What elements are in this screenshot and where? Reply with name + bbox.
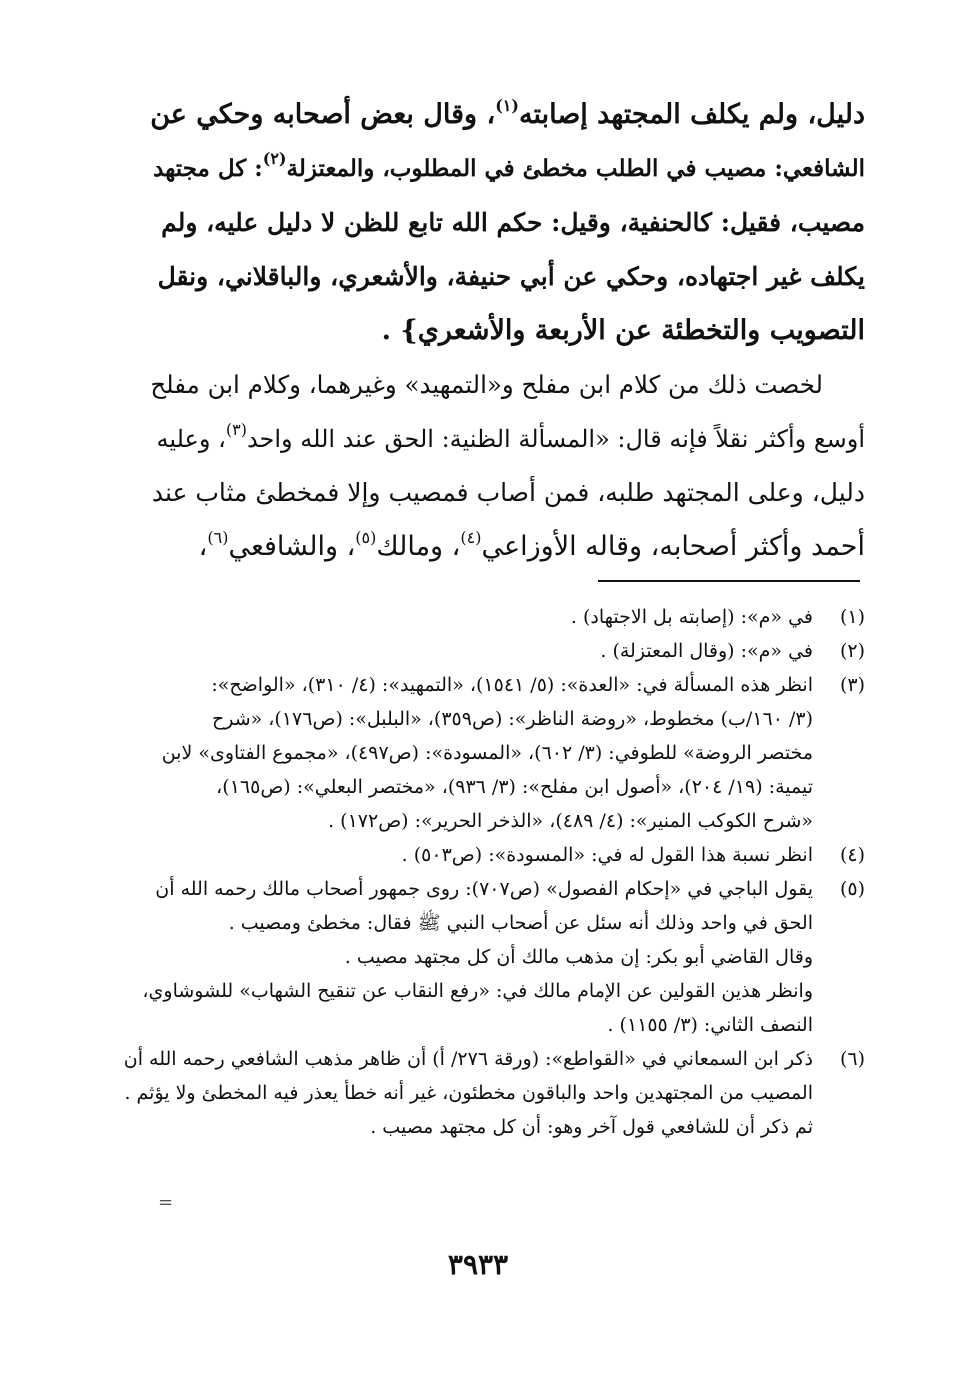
main-line-4 [150,250,865,304]
footnote-line: (٣/ ١٦٠/ب) مخطوط، «روضة الناظر»: (ص٣٥٩)، «البلبل»: (ص١٧٦)، «شرح [211,708,813,730]
footnote-ref-2: (٢) [262,149,287,168]
main-line-text: : كل مجتهد [153,155,263,182]
footnote-number: (١) [839,606,865,628]
footnote-1 [150,600,865,634]
footnote-line: في «م»: (إصابته بل الاجتهاد) . [570,606,813,628]
footnote-2 [150,634,865,668]
main-line-text: يكلف غير اجتهاده، وحكي عن أبي حنيفة، والأشعري، والباقلاني، ونقل [157,262,865,291]
footnote-5 [142,872,865,1042]
footnote-ref-5: (٥) [355,528,377,547]
footnote-divider [598,580,860,582]
footnote-line: تيمية: (١٩/ ٢٠٤)، «أصول ابن مفلح»: (٣/ ٩٣٦)، «مختصر البعلي»: (ص١٦٥)، [216,776,813,798]
main-line-text: دليل، وعلى المجتهد طلبه، فمن أصاب فمصيب وإلا فمخطئ مثاب عند [151,478,865,507]
footnote-line: مختصر الروضة» للطوفي: (٣/ ٦٠٢)، «المسودة»: (ص٤٩٧)، «مجموع الفتاوى» لابن [161,742,813,764]
main-line-text: أحمد وأكثر أصحابه، وقاله الأوزاعي [481,531,865,562]
main-line-text: التصويب والتخطئة عن الأربعة والأشعري} . [381,315,865,346]
footnote-line: المصيب من المجتهدين واحد والباقون مخطئون، غير أنه خطأ يعذر فيه المخطئ ولا يؤثم . [124,1082,813,1104]
footnote-line: انظر نسبة هذا القول له في: «المسودة»: (ص٥٠٣) . [401,844,813,866]
main-line-3 [150,196,865,250]
main-line-text: ، ومالك [376,531,461,562]
footnote-ref-3: (٣) [225,420,247,439]
footnote-4 [150,838,865,872]
main-line-9 [150,520,865,574]
main-line-text: أوسع وأكثر نقلاً فإنه قال: «المسألة الظنية: الحق عند الله واحد [246,425,865,453]
main-line-2 [150,142,865,196]
footnote-line: ذكر ابن السمعاني في «القواطع»: (ورقة ٢٧٦/ أ) أن ظاهر مذهب الشافعي رحمه الله أن [123,1048,813,1070]
page-number: ٣٩٣٣ [447,1248,509,1281]
main-line-text: دليل، ولم يكلف المجتهد إصابته [518,99,865,130]
footnote-line: في «م»: (وقال المعتزلة) . [600,640,813,662]
footnote-3 [150,668,865,838]
footnote-line: وقال القاضي أبو بكر: إن مذهب مالك أن كل مجتهد مصيب . [344,946,813,968]
footnote-number: (٦) [839,1048,865,1070]
main-line-1 [150,88,865,142]
footnote-number: (٥) [839,878,865,900]
footnote-line: يقول الباجي في «إحكام الفصول» (ص٧٠٧): روى جمهور أصحاب مالك رحمه الله أن [155,878,813,900]
continuation-mark: = [158,1192,174,1213]
footnotes-block [123,600,865,1144]
main-line-6 [150,358,865,412]
main-line-7 [150,412,865,466]
footnote-number: (٤) [839,844,865,866]
footnote-line: الحق في واحد وذلك أنه سئل عن أصحاب النبي ﷺ فقال: مخطئ ومصيب . [228,912,813,934]
footnote-ref-4: (٤) [460,528,482,547]
main-line-8 [150,466,865,520]
footnote-line: انظر هذه المسألة في: «العدة»: (٥/ ١٥٤١)، «التمهيد»: (٤/ ٣١٠)، «الواضح»: [211,674,813,696]
main-line-text: لخصت ذلك من كلام ابن مفلح و«التمهيد» وغيرهما، وكلام ابن مفلح [150,370,823,399]
main-line-text: مصيب، فقيل: كالحنفية، وقيل: حكم الله تابع للظن لا دليل عليه، ولم [161,208,865,237]
footnote-number: (٣) [839,674,865,696]
footnote-number: (٢) [839,640,865,662]
footnote-ref-1: (١) [495,96,519,115]
main-text-block [150,88,865,574]
main-line-text: ، [198,531,208,562]
footnote-line: ثم ذكر أن للشافعي قول آخر وهو: أن كل مجتهد مصيب . [370,1116,813,1138]
footnote-line: «شرح الكوكب المنير»: (٤/ ٤٨٩)، «الذخر الحرير»: (ص١٧٢) . [328,810,813,832]
footnote-line: النصف الثاني: (٣/ ١١٥٥) . [607,1014,813,1036]
main-line-text: ، وقال بعض أصحابه وحكي عن [150,99,496,130]
main-line-text: ، والشافعي [228,531,356,562]
footnote-ref-6: (٦) [207,528,229,547]
main-line-5 [150,304,865,358]
main-line-text: الشافعي: مصيب في الطلب مخطئ في المطلوب، والمعتزلة [286,155,865,182]
main-line-text: ، وعليه [156,425,226,453]
footnote-line: وانظر هذين القولين عن الإمام مالك في: «رفع النقاب عن تنقيح الشهاب» للشوشاوي، [142,980,813,1002]
footnote-6 [123,1042,865,1144]
